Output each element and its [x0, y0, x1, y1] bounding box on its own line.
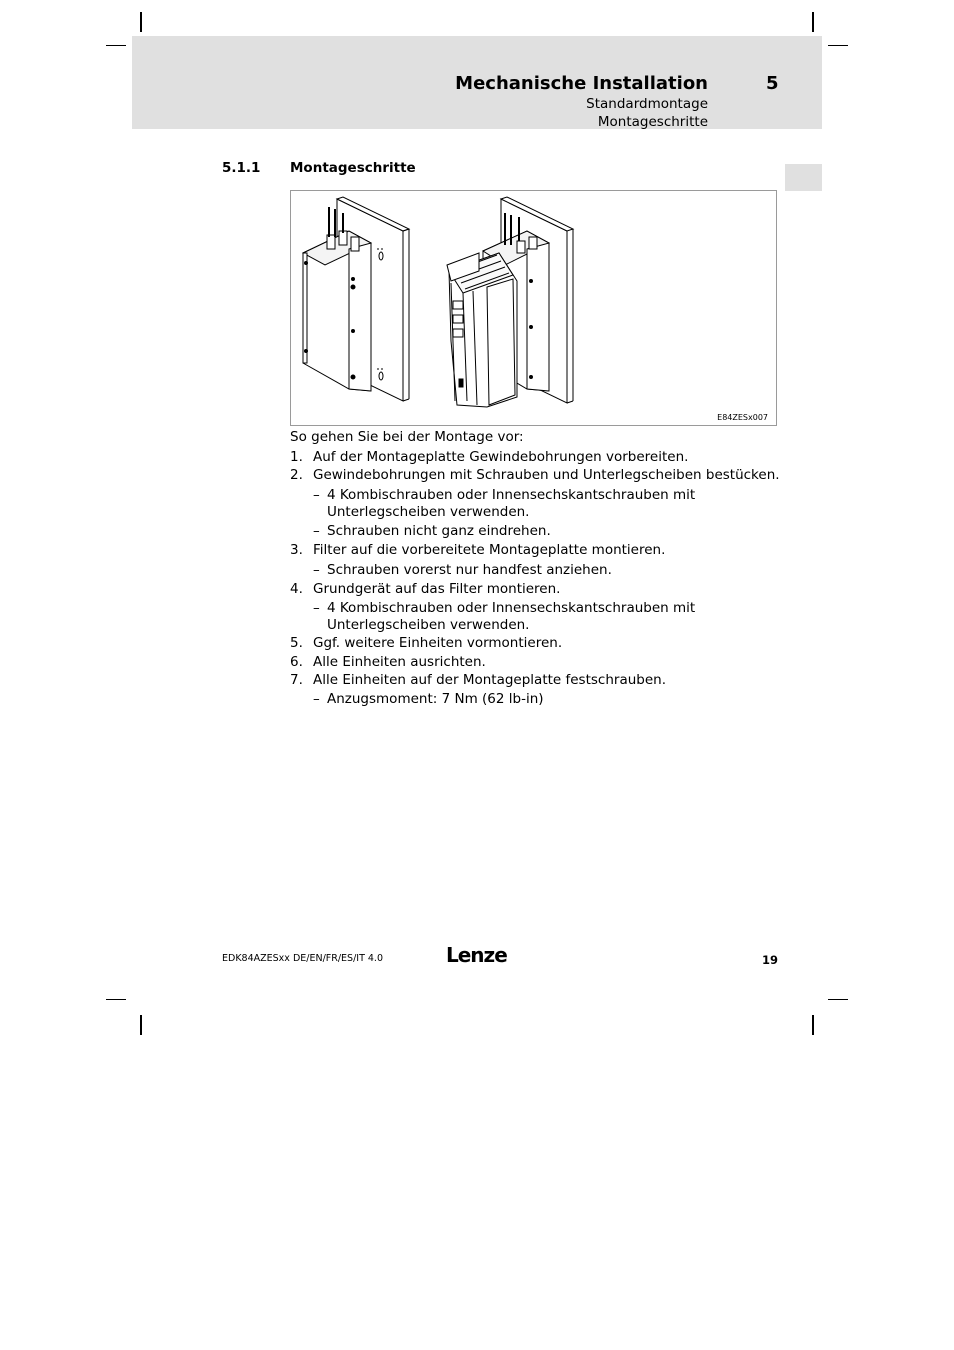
chapter-title: Mechanische Installation: [455, 73, 708, 94]
sub-text: Unterlegscheiben verwenden.: [327, 504, 530, 520]
dash-bullet: –: [313, 600, 320, 616]
lenze-logo: Lenze: [446, 943, 507, 967]
step-text: Gewindebohrungen mit Schrauben und Unterlegscheiben bestücken.: [313, 467, 780, 483]
mounting-figure: [290, 190, 777, 426]
step-text: Auf der Montageplatte Gewindebohrungen vorbereiten.: [313, 449, 689, 465]
crop-mark: [140, 12, 142, 32]
dash-bullet: –: [313, 562, 320, 578]
step-number: 5.: [290, 635, 303, 651]
document-id: EDK84AZESxx DE/EN/FR/ES/IT 4.0: [222, 953, 383, 964]
header-subtitle: Montageschritte: [597, 114, 708, 130]
step-text: Filter auf die vorbereitete Montageplatte montieren.: [313, 542, 666, 558]
step-number: 2.: [290, 467, 303, 483]
step-number: 7.: [290, 672, 303, 688]
step-text: Grundgerät auf das Filter montieren.: [313, 581, 561, 597]
crop-mark: [828, 45, 848, 46]
header-subtitle: Standardmontage: [586, 96, 708, 112]
crop-mark: [106, 45, 126, 46]
sub-text: 4 Kombischrauben oder Innensechskantschrauben mit: [327, 487, 696, 503]
step-number: 3.: [290, 542, 303, 558]
section-title: Montageschritte: [290, 160, 416, 176]
step-number: 1.: [290, 449, 303, 465]
crop-mark: [812, 12, 814, 32]
dash-bullet: –: [313, 487, 320, 503]
crop-mark: [140, 1015, 142, 1035]
crop-mark: [106, 999, 126, 1000]
step-text: Ggf. weitere Einheiten vormontieren.: [313, 635, 563, 651]
page-number: 19: [762, 953, 779, 967]
step-text: Alle Einheiten auf der Montageplatte festschrauben.: [313, 672, 666, 688]
mounting-illustration: [291, 191, 778, 427]
step-number: 6.: [290, 654, 303, 670]
section-number: 5.1.1: [222, 160, 261, 176]
dash-bullet: –: [313, 523, 320, 539]
chapter-tab: [785, 164, 822, 191]
sub-text: Schrauben vorerst nur handfest anziehen.: [327, 562, 612, 578]
sub-text: Schrauben nicht ganz eindrehen.: [327, 523, 551, 539]
dash-bullet: –: [313, 691, 320, 707]
crop-mark: [812, 1015, 814, 1035]
crop-mark: [828, 999, 848, 1000]
step-text: Alle Einheiten ausrichten.: [313, 654, 486, 670]
sub-text: Anzugsmoment: 7 Nm (62 lb-in): [327, 691, 544, 707]
sub-text: Unterlegscheiben verwenden.: [327, 617, 530, 633]
step-number: 4.: [290, 581, 303, 597]
chapter-number: 5: [766, 73, 779, 94]
intro-text: So gehen Sie bei der Montage vor:: [290, 429, 524, 445]
sub-text: 4 Kombischrauben oder Innensechskantschrauben mit: [327, 600, 696, 616]
figure-id: E84ZESx007: [717, 413, 768, 422]
